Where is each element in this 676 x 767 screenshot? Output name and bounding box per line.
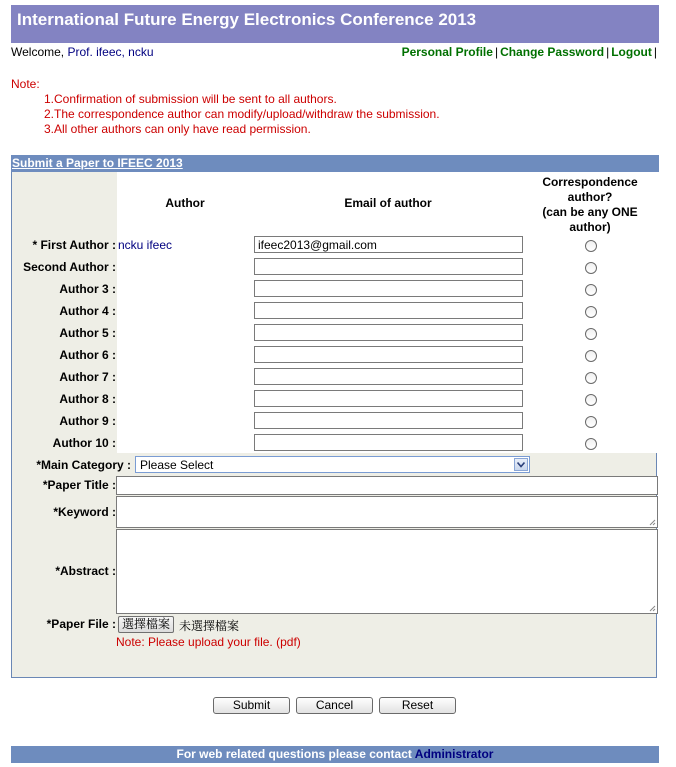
reset-button[interactable]: Reset bbox=[379, 697, 456, 714]
abstract-label: *Abstract : bbox=[55, 564, 116, 578]
form-panel-title-link[interactable]: Submit a Paper to IFEEC 2013 bbox=[12, 156, 183, 170]
author-email-input-5[interactable] bbox=[254, 324, 523, 341]
footer-text bbox=[11, 747, 659, 761]
welcome-separator: , bbox=[121, 45, 129, 59]
page-footer bbox=[11, 746, 659, 763]
note-line-1: 1.Confirmation of submission will be sent to all authors. bbox=[44, 92, 337, 106]
author-name-1: ncku ifeec bbox=[118, 238, 173, 252]
author-label-7: Author 7 : bbox=[59, 370, 116, 384]
keyword-label: *Keyword : bbox=[53, 505, 116, 519]
note-line-2: 2.The correspondence author can modify/upload/withdraw the submission. bbox=[44, 107, 440, 121]
welcome-user: Prof. ifeec bbox=[67, 45, 122, 59]
correspondence-radio-5[interactable] bbox=[585, 328, 597, 340]
author-label-9: Author 9 : bbox=[59, 414, 116, 428]
correspondence-radio-3[interactable] bbox=[585, 284, 597, 296]
main-category-select[interactable] bbox=[135, 456, 530, 473]
resize-grip-icon[interactable] bbox=[648, 518, 656, 526]
author-label-3: Author 3 : bbox=[59, 282, 116, 296]
correspondence-radio-1[interactable] bbox=[585, 240, 597, 252]
author-label-10: Author 10 : bbox=[52, 436, 116, 450]
correspondence-column-header-line-2: author? bbox=[567, 190, 613, 204]
author-label-8: Author 8 : bbox=[59, 392, 116, 406]
author-column-header: Author bbox=[165, 196, 205, 210]
correspondence-radio-7[interactable] bbox=[585, 372, 597, 384]
author-email-input-4[interactable] bbox=[254, 302, 523, 319]
choose-file-button[interactable]: 選擇檔案 bbox=[118, 616, 174, 633]
personal-profile-link[interactable]: Personal Profile bbox=[401, 45, 493, 59]
author-label-5: Author 5 : bbox=[59, 326, 116, 340]
logout-link[interactable]: Logout bbox=[611, 45, 652, 59]
author-label-4: Author 4 : bbox=[59, 304, 116, 318]
paper-title-input[interactable] bbox=[116, 476, 658, 495]
file-upload-note: Note: Please upload your file. (pdf) bbox=[116, 635, 301, 649]
author-email-input-2[interactable] bbox=[254, 258, 523, 275]
author-email-input-6[interactable] bbox=[254, 346, 523, 363]
author-email-input-7[interactable] bbox=[254, 368, 523, 385]
author-label-1: * First Author : bbox=[32, 238, 116, 252]
chevron-down-icon[interactable] bbox=[514, 458, 528, 471]
abstract-textarea[interactable] bbox=[116, 529, 658, 614]
author-label-6: Author 6 : bbox=[59, 348, 116, 362]
administrator-link[interactable]: Administrator bbox=[414, 747, 494, 761]
correspondence-radio-6[interactable] bbox=[585, 350, 597, 362]
correspondence-column-header-line-4: author) bbox=[569, 220, 611, 234]
correspondence-column-header-line-1: Correspondence bbox=[542, 175, 638, 189]
correspondence-radio-9[interactable] bbox=[585, 416, 597, 428]
keyword-textarea[interactable] bbox=[116, 496, 658, 528]
footer-contact-text: For web related questions please contact bbox=[176, 747, 415, 761]
no-file-chosen-text: 未選擇檔案 bbox=[179, 619, 240, 633]
note-title: Note: bbox=[11, 77, 40, 91]
email-column-header: Email of author bbox=[344, 196, 432, 210]
change-password-link[interactable]: Change Password bbox=[500, 45, 605, 59]
author-email-input-9[interactable] bbox=[254, 412, 523, 429]
main-category-label: *Main Category : bbox=[36, 458, 131, 472]
resize-grip-icon[interactable] bbox=[648, 604, 656, 612]
note-line-3: 3.All other authors can only have read permission. bbox=[44, 122, 311, 136]
paper-title-label: *Paper Title : bbox=[42, 478, 116, 492]
welcome-text bbox=[11, 45, 154, 59]
correspondence-radio-2[interactable] bbox=[585, 262, 597, 274]
correspondence-radio-4[interactable] bbox=[585, 306, 597, 318]
page-title: International Future Energy Electronics Conference 2013 bbox=[17, 10, 477, 29]
correspondence-radio-8[interactable] bbox=[585, 394, 597, 406]
author-email-input-3[interactable] bbox=[254, 280, 523, 297]
correspondence-column-header-line-3: (can be any ONE bbox=[542, 205, 638, 219]
welcome-org: ncku bbox=[128, 45, 154, 59]
correspondence-radio-10[interactable] bbox=[585, 438, 597, 450]
author-label-2: Second Author : bbox=[23, 260, 116, 274]
main-category-selected: Please Select bbox=[140, 458, 214, 472]
author-email-input-10[interactable] bbox=[254, 434, 523, 451]
cancel-button[interactable]: Cancel bbox=[296, 697, 373, 714]
paper-file-label: *Paper File : bbox=[46, 617, 116, 631]
author-email-input-8[interactable] bbox=[254, 390, 523, 407]
account-links: Personal Profile | Change Password | Logout | bbox=[401, 45, 657, 59]
submit-button[interactable]: Submit bbox=[213, 697, 290, 714]
author-email-input-1[interactable] bbox=[254, 236, 523, 253]
welcome-prefix: Welcome, bbox=[11, 45, 68, 59]
